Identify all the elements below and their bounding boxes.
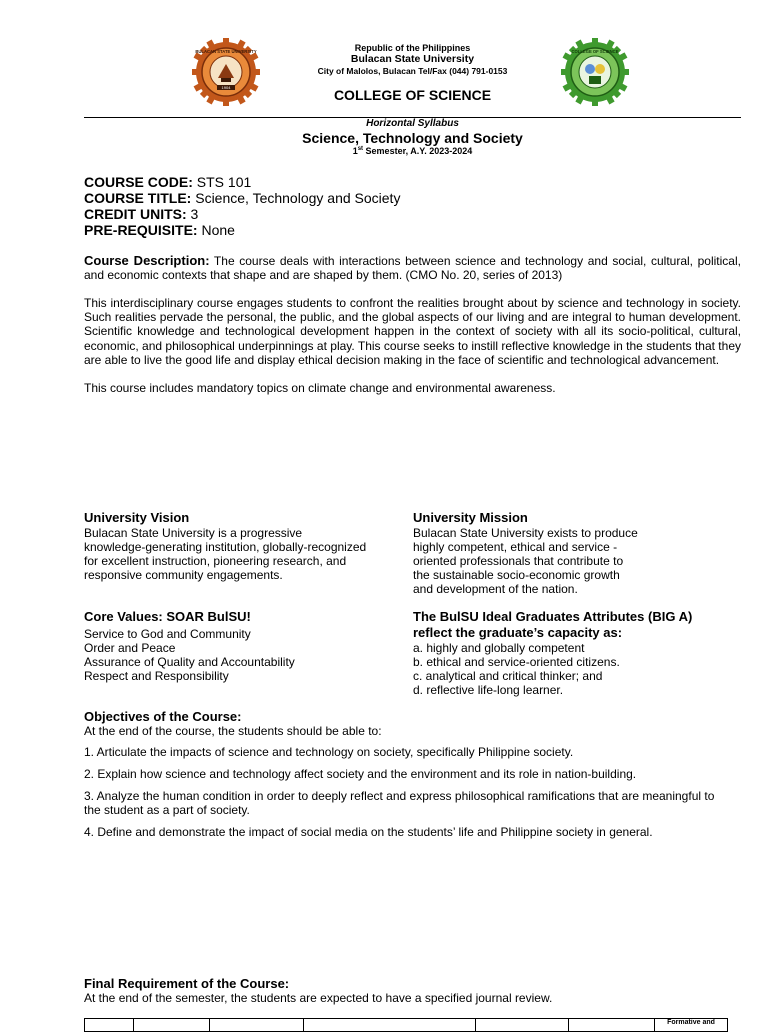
core-value-item: Assurance of Quality and Accountability	[84, 655, 295, 669]
syllabus-subject: Science, Technology and Society	[302, 130, 523, 146]
objective-item: 1. Articulate the impacts of science and technology on society, specifically Philippine society.	[84, 745, 574, 759]
university-vision	[84, 510, 366, 582]
graduate-attributes	[413, 609, 692, 697]
course-description-note: This course includes mandatory topics on climate change and environmental awareness.	[84, 381, 556, 395]
core-value-item: Respect and Responsibility	[84, 669, 229, 683]
mission-line: the sustainable socio-economic growth	[413, 568, 620, 582]
credit-units: CREDIT UNITS: 3	[84, 206, 199, 222]
vision-title: University Vision	[84, 510, 190, 525]
vision-line: for excellent instruction, pioneering research, and	[84, 554, 347, 568]
big-a-item: b. ethical and service-oriented citizens.	[413, 655, 620, 669]
table-header-cell	[134, 1019, 210, 1032]
final-requirement-text: At the end of the semester, the students are expected to have a specified journal review.	[84, 991, 553, 1005]
table-header-cell	[569, 1019, 655, 1032]
final-requirement-title: Final Requirement of the Course:	[84, 976, 290, 991]
big-a-subtitle: reflect the graduate’s capacity as:	[413, 625, 623, 640]
core-values-title: Core Values: SOAR BulSU!	[84, 609, 251, 624]
syllabus-type: Horizontal Syllabus	[366, 118, 459, 129]
core-values	[84, 609, 295, 683]
core-value-item: Order and Peace	[84, 641, 176, 655]
mission-line: highly competent, ethical and service -	[413, 540, 618, 554]
core-value-item: Service to God and Community	[84, 627, 251, 641]
big-a-title: The BulSU Ideal Graduates Attributes (BIG A)	[413, 609, 693, 624]
mission-line: Bulacan State University exists to produce	[413, 526, 638, 540]
vision-line: responsive community engagements.	[84, 568, 283, 582]
big-a-item: c. analytical and critical thinker; and	[413, 669, 603, 683]
objective-item: 4. Define and demonstrate the impact of social media on the students’ life and Philippine society in general.	[84, 825, 653, 839]
university-address: City of Malolos, Bulacan Tel/Fax (044) 791-0153	[317, 66, 508, 76]
big-a-item: d. reflective life-long learner.	[413, 683, 564, 697]
objective-item: 3. Analyze the human condition in order to deeply reflect and express philosophical ramifications that are meaningful to the student as a part of society.	[84, 789, 715, 818]
course-description: Course Description: The course deals with interactions between science and technology and social, cultural, political, and economic contexts that shape and are shaped by them. (CMO No. 20, series of 2013)	[84, 253, 741, 283]
university-mission	[413, 510, 638, 596]
mission-title: University Mission	[413, 510, 528, 525]
course-title: COURSE TITLE: Science, Technology and Society	[84, 190, 401, 206]
objectives-title: Objectives of the Course:	[84, 709, 242, 724]
mission-line: and development of the nation.	[413, 582, 578, 596]
objectives-intro: At the end of the course, the students should be able to:	[84, 724, 382, 738]
mission-line: oriented professionals that contribute to	[413, 554, 624, 568]
table-header-cell	[304, 1019, 476, 1032]
svg-text:COLLEGE OF SCIENCE: COLLEGE OF SCIENCE	[571, 49, 619, 54]
republic-text: Republic of the Philippines	[354, 43, 471, 53]
pre-requisite: PRE-REQUISITE: None	[84, 222, 235, 238]
university-name: Bulacan State University	[350, 53, 475, 65]
course-code: COURSE CODE: STS 101	[84, 174, 252, 190]
semester-line: 1st Semester, A.Y. 2023-2024	[352, 146, 473, 156]
table-header-cell: Formative and	[655, 1019, 728, 1032]
course-description-detail: This interdisciplinary course engages students to confront the realities brought about by science and technology in society. Such realities pervade the personal, the public, and the global aspects of our living and are integral to human development. Scientific knowledge and technological development happen in the context of society with all its socio-political, cultural, economic, and philosophical underpinnings at play. This course seeks to instill reflective knowledge in the students that they are able to live the good life and display ethical decision making in the face of scientific and technological advancement.	[84, 296, 741, 367]
objective-item: 2. Explain how science and technology affect society and the environment and its role in nation-building.	[84, 767, 637, 781]
college-name: COLLEGE OF SCIENCE	[333, 87, 492, 103]
svg-text:1904: 1904	[221, 85, 231, 90]
table-header-cell	[85, 1019, 134, 1032]
svg-text:BULACAN STATE UNIVERSITY: BULACAN STATE UNIVERSITY	[195, 49, 257, 54]
vision-line: knowledge-generating institution, globally-recognized	[84, 540, 367, 554]
table-header-cell	[210, 1019, 304, 1032]
syllabus-table-header	[84, 1018, 728, 1032]
table-header-cell	[476, 1019, 569, 1032]
vision-line: Bulacan State University is a progressive	[84, 526, 303, 540]
big-a-item: a. highly and globally competent	[413, 641, 585, 655]
